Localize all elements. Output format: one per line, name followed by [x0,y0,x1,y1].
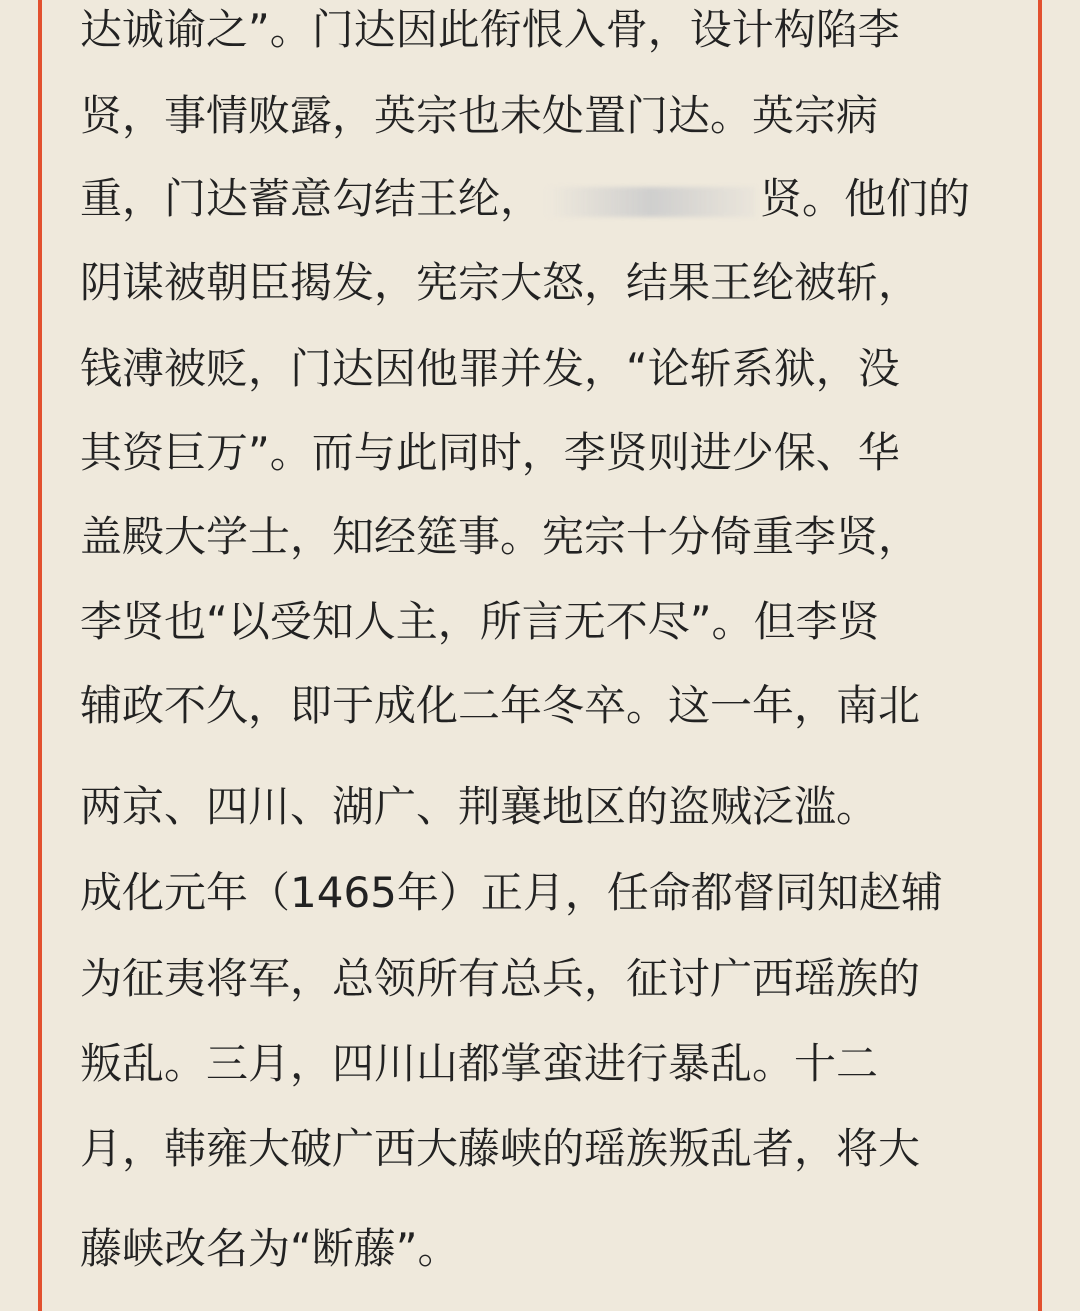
text-line: 李贤也“以受知人主，所言无不尽”。但李贤 [80,597,880,646]
text-line: 达诚谕之”。门达因此衔恨入骨，设计构陷李 [80,5,900,54]
text-line: 阴谋被朝臣揭发，宪宗大怒，结果王纶被斩， [80,258,921,307]
text-line: 叛乱。三月，四川山都掌蛮进行暴乱。十二 [80,1039,879,1088]
text-line: 盖殿大学士，知经筵事。宪宗十分倚重李贤， [80,512,921,561]
text-line: 辅政不久，即于成化二年冬卒。这一年，南北 [80,681,921,730]
text-line: 其资巨万”。而与此同时，李贤则进少保、华 [80,428,900,477]
text-line [80,175,970,223]
text-line: 为征夷将军，总领所有总兵，征讨广西瑶族的 [80,954,921,1003]
text-line: 月，韩雍大破广西大藤峡的瑶族叛乱者，将大 [80,1124,921,1173]
text-line: 成化元年（1465年）正月，任命都督同知赵辅 [80,868,943,917]
text-line: 贤，事情败露，英宗也未处置门达。英宗病 [80,91,879,140]
right-red-border [1038,0,1042,1311]
text-line: 藤峡改名为“断藤”。 [80,1224,460,1273]
blurred-redaction [546,187,756,217]
text-segment: 重，门达蓄意勾结王纶， [80,174,543,223]
text-line: 钱溥被贬，门达因他罪并发，“论斩系狱，没 [80,344,900,393]
left-red-border [38,0,42,1311]
text-line: 两京、四川、湖广、荆襄地区的盗贼泛滥。 [80,782,879,831]
text-segment: 贤。他们的 [760,174,971,223]
